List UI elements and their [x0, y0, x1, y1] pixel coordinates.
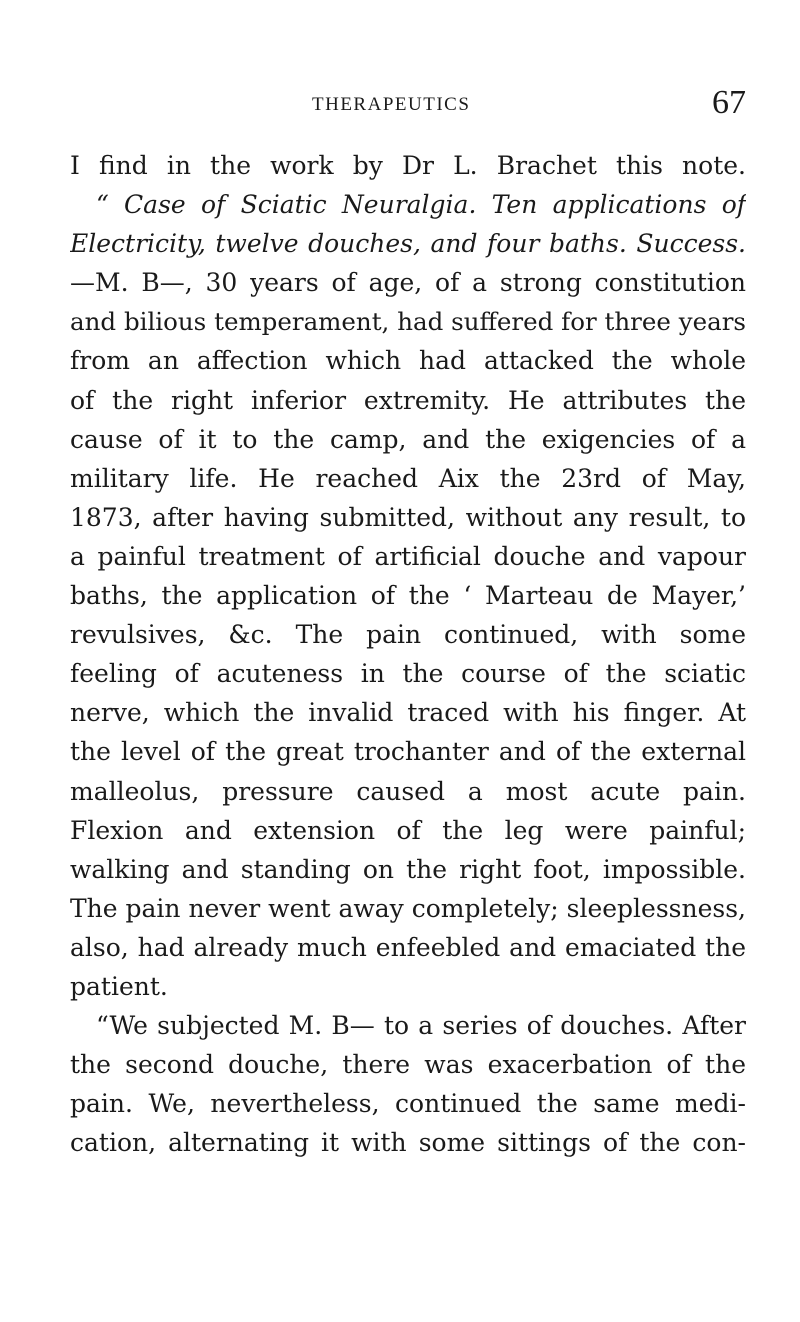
text-line: “ Case of Sciatic Neuralgia. Ten applications of: [96, 190, 746, 220]
text-line: patient.: [70, 971, 168, 1001]
text-line: Electricity, twelve douches, and four baths. Success.: [70, 229, 746, 259]
text-line: pain. We, nevertheless, continued the same medi-: [70, 1089, 746, 1119]
text-line: and bilious temperament, had suffered for three years: [70, 307, 746, 337]
text-line: I find in the work by Dr L. Brachet this note.: [70, 151, 746, 180]
text-line: nerve, which the invalid traced with his finger. At: [70, 698, 746, 728]
running-title: THERAPEUTICS: [312, 94, 471, 115]
text-line: the level of the great trochanter and of the external: [70, 737, 746, 767]
text-line: cation, alternating it with some sittings of the con-: [70, 1128, 746, 1158]
text-line: military life. He reached Aix the 23rd of May,: [70, 463, 746, 493]
text-line: walking and standing on the right foot, impossible.: [70, 854, 746, 884]
text-line: Flexion and extension of the leg were painful;: [70, 815, 746, 845]
text-line: of the right inferior extremity. He attributes the: [70, 385, 746, 415]
text-line: revulsives, &c. The pain continued, with some: [70, 620, 746, 650]
text-line: The pain never went away completely; sleeplessness,: [70, 893, 746, 923]
text-line: malleolus, pressure caused a most acute pain.: [70, 776, 746, 806]
text-line: from an affection which had attacked the whole: [70, 346, 746, 376]
text-line: “We subjected M. B— to a series of douches. After: [96, 1011, 746, 1041]
text-line: 1873, after having submitted, without any result, to: [70, 502, 746, 532]
page-number: 67: [712, 84, 746, 121]
text-line: also, had already much enfeebled and emaciated the: [70, 932, 746, 962]
text-line: feeling of acuteness in the course of the sciatic: [70, 659, 746, 689]
text-line: a painful treatment of artificial douche and vapour: [70, 541, 746, 571]
text-line: cause of it to the camp, and the exigencies of a: [70, 424, 746, 454]
text-line: the second douche, there was exacerbation of the: [70, 1050, 746, 1080]
body-text: [70, 146, 746, 1162]
page-header: [70, 84, 746, 128]
text-line: baths, the application of the ‘ Marteau de Mayer,’: [70, 581, 746, 611]
text-line: —M. B—, 30 years of age, of a strong constitution: [70, 268, 746, 298]
